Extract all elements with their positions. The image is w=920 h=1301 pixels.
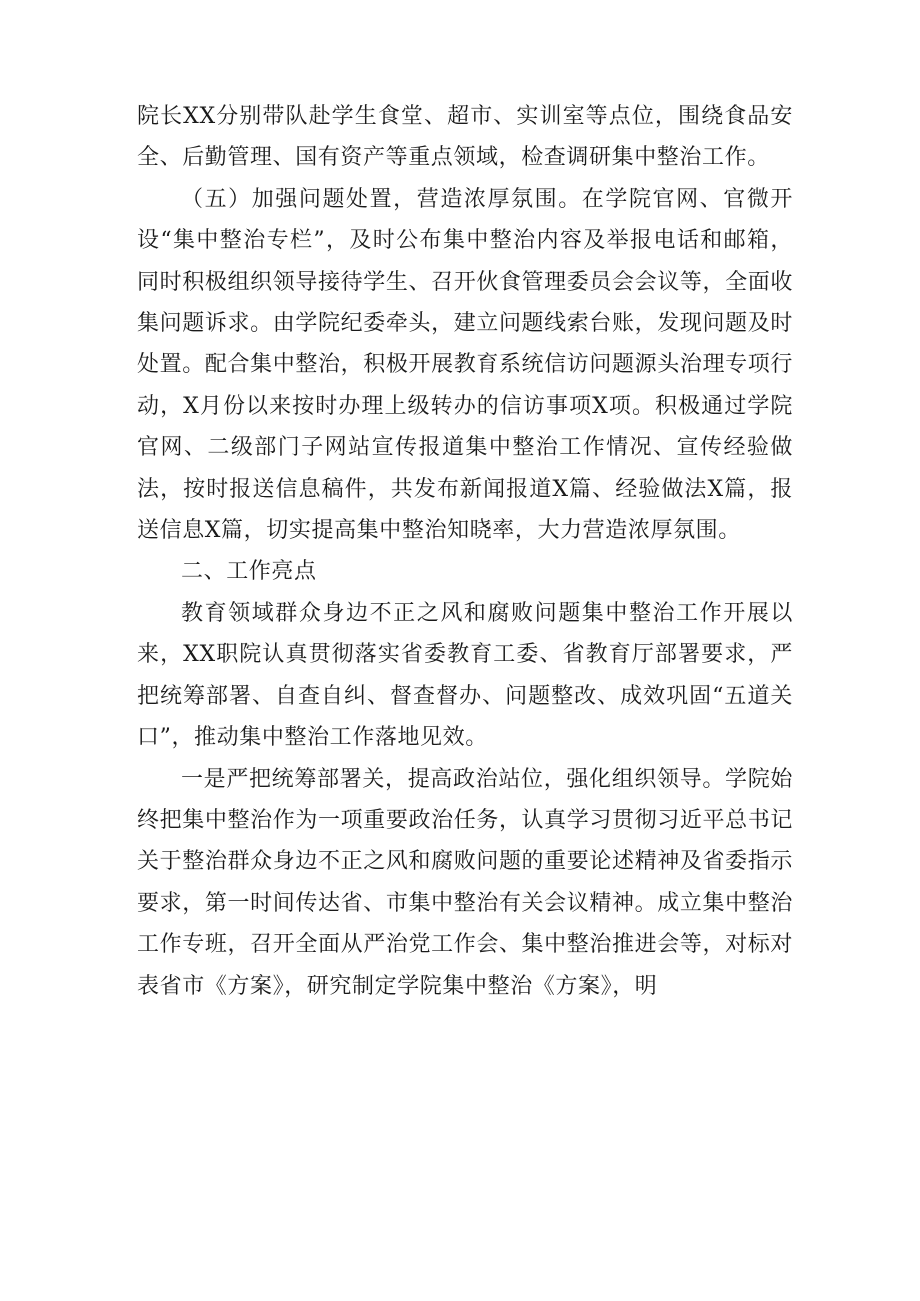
paragraph-first-point: 一是严把统筹部署关，提高政治站位，强化组织领导。学院始终把集中整治作为一项重要政治任务，认真学习贯彻习近平总书记关于整治群众身边不正之风和腐败问题的重要论述精神及省委指示要求，第一时间传达省、市集中整治有关会议精神。成立集中整治工作专班，召开全面从严治党工作会、集中整治推进会等，对标对表省市《方案》，研究制定学院集中整治《方案》，明 — [137, 766, 793, 999]
section-heading-work-highlights: 二、工作亮点 — [181, 559, 317, 585]
paragraph-highlights-intro: 教育领域群众身边不正之风和腐败问题集中整治工作开展以来，XX职院认真贯彻落实省委教育工委、省教育厅部署要求，严把统筹部署、自查自纠、督查督办、问题整改、成效巩固“五道关口”，推动集中整治工作落地见效。 — [137, 600, 793, 751]
paragraph-0: 院长XX分别带队赴学生食堂、超市、实训室等点位，围绕食品安全、后勤管理、国有资产等重点领域，检查调研集中整治工作。 — [137, 104, 793, 171]
document-page — [137, 96, 793, 1007]
paragraph-section-five: （五）加强问题处置，营造浓厚氛围。在学院官网、官微开设“集中整治专栏”，及时公布集中整治内容及举报电话和邮箱，同时积极组织领导接待学生、召开伙食管理委员会会议等，全面收集问题诉求。由学院纪委牵头，建立问题线索台账，发现问题及时处置。配合集中整治，积极开展教育系统信访问题源头治理专项行动，X月份以来按时办理上级转办的信访事项X项。积极通过学院官网、二级部门子网站宣传报道集中整治工作情况、宣传经验做法，按时报送信息稿件，共发布新闻报道X篇、经验做法X篇，报送信息X篇，切实提高集中整治知晓率，大力营造浓厚氛围。 — [137, 186, 793, 544]
